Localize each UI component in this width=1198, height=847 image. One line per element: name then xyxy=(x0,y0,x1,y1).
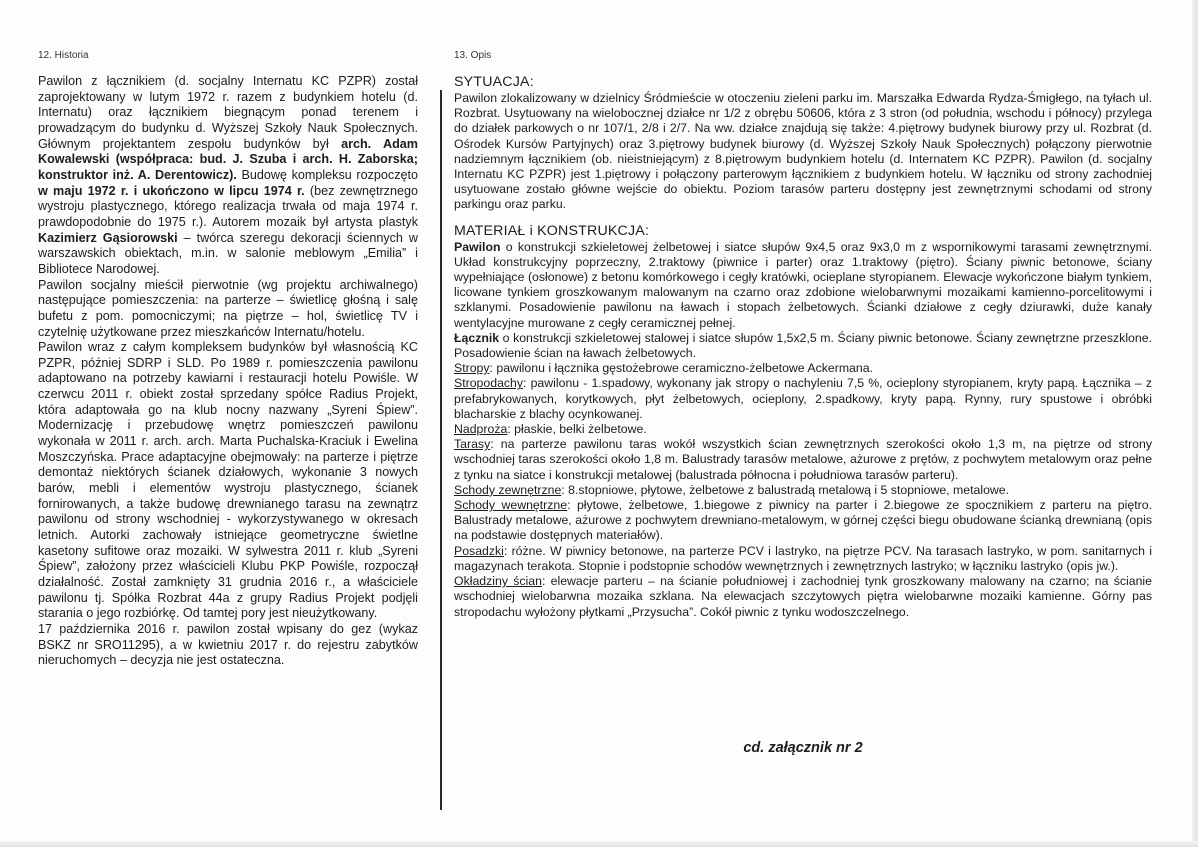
stropy-text: : pawilonu i łącznika gęstożebrowe ceramiczno-żelbetowe Ackermana. xyxy=(489,361,873,376)
scan-edge-right xyxy=(1192,0,1198,847)
historia-dates-bold: w maju 1972 r. i ukończono w lipcu 1974 r. xyxy=(38,183,305,198)
posadzki-text: : różne. W piwnicy betonowe, na parterze PCV i lastryko, na piętrze PCV. Na tarasach lastryko, w pom. sanitarnych i magazynach terakota. Stopnie i podstopnie schodów wewnętrznych i zewnętrznych lastryko; w łączniku lastryko (opis jw.). xyxy=(454,543,1152,573)
okladziny-text: : elewacje parteru – na ścianie południowej i zachodniej tynk groszkowany malowany na czarno; na ścianie wschodniej wielobarwna mozaika szklana. Na elewacjach szczytowych piętra wielobarwne mozaiki kamienne. Górny pas stropodachu wyłożony płytkami „Przysucha”. Cokół piwnic z tynku wodoszczelnego. xyxy=(454,574,1152,619)
historia-p1-text-g: – twórca szeregu dekoracji ściennych w warszawskich obiektach, m.in. w salonie meblowym „Emilia” i Bibliotece Narodowej. xyxy=(38,230,419,276)
nadproza-paragraph xyxy=(454,422,1152,437)
okladziny-term: Okładziny ścian xyxy=(454,574,542,589)
schody-zewnetrzne-paragraph xyxy=(454,483,1152,498)
stropodachy-text: : pawilonu - 1.spadowy, wykonany jak stropy o nachyleniu 7,5 %, ocieplony styropianem, kryty papą. Łącznika – z prefabrykowanych, korytkowych, płyt żelbetowych, ocieplony, 2.spadkowy, kryty papą. Rynny, rury spustowe i obróbki blacharskie z blachy ocynkowanej. xyxy=(454,376,1152,421)
historia-paragraph-1 xyxy=(38,74,418,278)
continuation-note: cd. załącznik nr 2 xyxy=(743,740,863,756)
schody-zewnetrzne-text: : 8.stopniowe, płytowe, żelbetowe z balustradą metalową i 5 stopniowe, metalowe. xyxy=(561,482,1010,497)
historia-p1-text-c: Budowę kompleksu rozpoczęto xyxy=(236,167,418,182)
sytuacja-heading: SYTUACJA: xyxy=(454,74,534,90)
schody-zewnetrzne-term: Schody zewnętrzne xyxy=(454,482,562,497)
posadzki-paragraph xyxy=(454,544,1152,574)
schody-wewnetrzne-paragraph xyxy=(454,498,1152,544)
material-heading: MATERIAŁ i KONSTRUKCJA: xyxy=(454,222,650,239)
lacznik-paragraph xyxy=(454,331,1152,361)
tarasy-paragraph xyxy=(454,437,1152,483)
stropodachy-term: Stropodachy xyxy=(454,376,524,391)
pawilon-term: Pawilon xyxy=(454,239,501,254)
stropodachy-paragraph xyxy=(454,376,1152,422)
historia-paragraph-4: 17 października 2016 r. pawilon został wpisany do gez (wykaz BSKZ nr SRO11295), a w kwietniu 2017 r. do rejestru zabytków nieruchomych – decyzja nie jest ostateczna. xyxy=(38,621,418,668)
posadzki-term: Posadzki xyxy=(454,543,504,558)
nadproza-term: Nadproża xyxy=(454,422,508,437)
column-divider xyxy=(440,90,442,810)
tarasy-text: : na parterze pawilonu taras wokół wszystkich ścian zewnętrznych szerokości około 1,3 m, na piętrze od strony wschodniej taras szerokości około 1,8 m. Balustrady tarasów metalowe, ażurowe z prętów, z pochwytem metalowym oraz pełne z tynku na siatce i konstrukcji metalowej (balustrada północna i południowa tarasów parteru). xyxy=(454,437,1152,482)
stropy-paragraph xyxy=(454,361,1152,376)
historia-architects-bold: arch. Adam Kowalewski (współpraca: bud. J. Szuba i arch. H. Zaborska; konstruktor inż. A. Derentowicz). xyxy=(38,136,418,182)
historia-column xyxy=(38,74,418,669)
scan-edge-bottom xyxy=(0,841,1198,847)
sytuacja-paragraph: Pawilon zlokalizowany w dzielnicy Śródmieście w otoczeniu zieleni parku im. Marszałka Edwarda Rydza-Śmigłego, na tyłach ul. Rozbrat. Usytuowany na wielobocznej działce nr 1/2 z obrębu 50606, która z 3 stron (od południa, wschodu i północy) przylega do działek parkowych o nr 107/1, 2/8 i 2/7. Na ww. działce znajdują się także: 4.piętrowy budynek biurowy przy ul. Rozbrat (d. Ośrodek Kursów Partyjnych) oraz 3.piętrowy budynek biurowy (d. Wyższej Szkoły Nauk Społecznych) połączony pierwotnie nadziemnym łącznikiem (ob. nieistniejącym) z 8.piętrowym budynkiem hotelu (d. Internatem KC PZPR). Pawilon (d. socjalny Internatu KC PZPR) jest 1.piętrowy i połączony parterowym łącznikiem z budynkiem hotelu. W łączniku od strony zachodniej usytuowane zostało główne wejście do obiektu. Poziom tarasów parteru dostępny jest zewnętrznymi schodami od strony parkingu oraz parku. xyxy=(454,91,1152,212)
tarasy-term: Tarasy xyxy=(454,437,491,452)
historia-p1-text-e: (bez zewnętrznego wystroju plastycznego, którego realizacja trwała od maja 1974 r. prawdopodobnie do 1975 r.). Autorem mozaik był artysta plastyk xyxy=(38,183,418,229)
historia-p1-text-a: Pawilon z łącznikiem (d. socjalny Internatu KC PZPR) został zaprojektowany w lutym 1972 r. razem z budynkiem hotelu (d. Internatu) oraz łącznikiem biegnącym ponad terenem i prowadzącym do budynku d. Wyższej Szkoły Nauk Społecznych. Głównym projektantem zespołu budynków był xyxy=(38,74,418,151)
historia-paragraph-2: Pawilon socjalny mieścił pierwotnie (wg projektu archiwalnego) następujące pomieszczenia: na parterze – świetlicę głośną i salę bufetu z pom. pomocniczymi; na piętrze – hol, świetlicę TV i czytelnię użytkowane przez mieszkańców Internatu/hotelu. xyxy=(38,277,418,339)
schody-wewnetrzne-text: : płytowe, żelbetowe, 1.biegowe z piwnicy na parter i 2.biegowe ze spocznikiem z parteru na piętro. Balustrady metalowe, ażurowe z pochwytem drewniano-metalowym, w górnej części biegu obudowane ścianką drewnianą (opis na podstawie dostępnych materiałów). xyxy=(454,498,1152,543)
stropy-term: Stropy xyxy=(454,361,490,376)
pawilon-paragraph xyxy=(454,240,1152,331)
pawilon-text: o konstrukcji szkieletowej żelbetowej i siatce słupów 9x4,5 oraz 9x3,0 m z wspornikowymi tarasami zewnętrznymi. Układ konstrukcyjny poprzeczny, 2.traktowy (piwnice i parter) oraz 1.traktowy (piętro). Ściany piwnic betonowe, ściany wypełniające (osłonowe) z betonu komórkowego i cegły kratówki, ocieplane styropianem. Elewacje wykończone białym tynkiem, licowane tynkiem groszkowanym malowanym na czarno oraz zdobione wielobarwnymi mozaikami kamienno-porcelitowymi i szklanymi. Posadowienie pawilonu na ławach i stopach żelbetowych. Ścianki działowe z cegły dziurawki, duże kanały wentylacyjne murowane z cegły ceramicznej pełnej. xyxy=(454,239,1152,330)
section-label-historia: 12. Historia xyxy=(38,50,89,61)
nadproza-text: : płaskie, belki żelbetowe. xyxy=(507,422,647,437)
lacznik-term: Łącznik xyxy=(454,330,500,345)
historia-artist-bold: Kazimierz Gąsiorowski xyxy=(38,230,178,245)
lacznik-text: o konstrukcji szkieletowej stalowej i siatce słupów 1,5x2,5 m. Ściany piwnic betonowe. Ściany zewnętrzne przeszklone. Posadowienie ścian na ławach żelbetowych. xyxy=(454,330,1152,361)
section-label-opis: 13. Opis xyxy=(454,50,492,61)
historia-paragraph-3: Pawilon wraz z całym kompleksem budynków był własnością KC PZPR, później SDRP i SLD. Po 1989 r. pomieszczenia pawilonu adaptowano na potrzeby kawiarni i restauracji hotelu Powiśle. W czerwcu 2011 r. obiekt został sprzedany spółce Radius Projekt, która adaptowała go na klub nocny nazwany „Syreni Śpiew”. Modernizację i przebudowę wnętrz pomieszczeń pawilonu wykonała w 2011 r. arch. arch. Marta Puchalska-Kraciuk i Ewelina Moszczyńska. Prace adaptacyjne obejmowały: na parterze i piętrze demontaż niektórych ścianek działowych, wykonanie 3 nowych barów, mebli i elementów wystroju plastycznego, ścianek fornirowanych, a także budowę drewnianego tarasu na zewnątrz pawilonu od strony wschodniej - wykorzystywanego w okresach letnich. Autorki zachowały istniejące geometryczne świetlne kasetony sufitowe oraz mozaiki. W sylwestra 2011 r. klub „Syreni Śpiew”, założony przez właścicieli Klubu PKP Powiśle, rozpoczął działalność. Został zamknięty 31 grudnia 2016 r., a właściciele pawilonu tj. Spółka Rozbrat 44a z grupy Radius Projekt podjęli starania o jego rozbiórkę. Od tamtej pory jest nieużytkowany. xyxy=(38,340,418,621)
schody-wewnetrzne-term: Schody wewnętrzne xyxy=(454,498,568,513)
okladziny-paragraph xyxy=(454,574,1152,620)
opis-column xyxy=(454,74,1152,620)
